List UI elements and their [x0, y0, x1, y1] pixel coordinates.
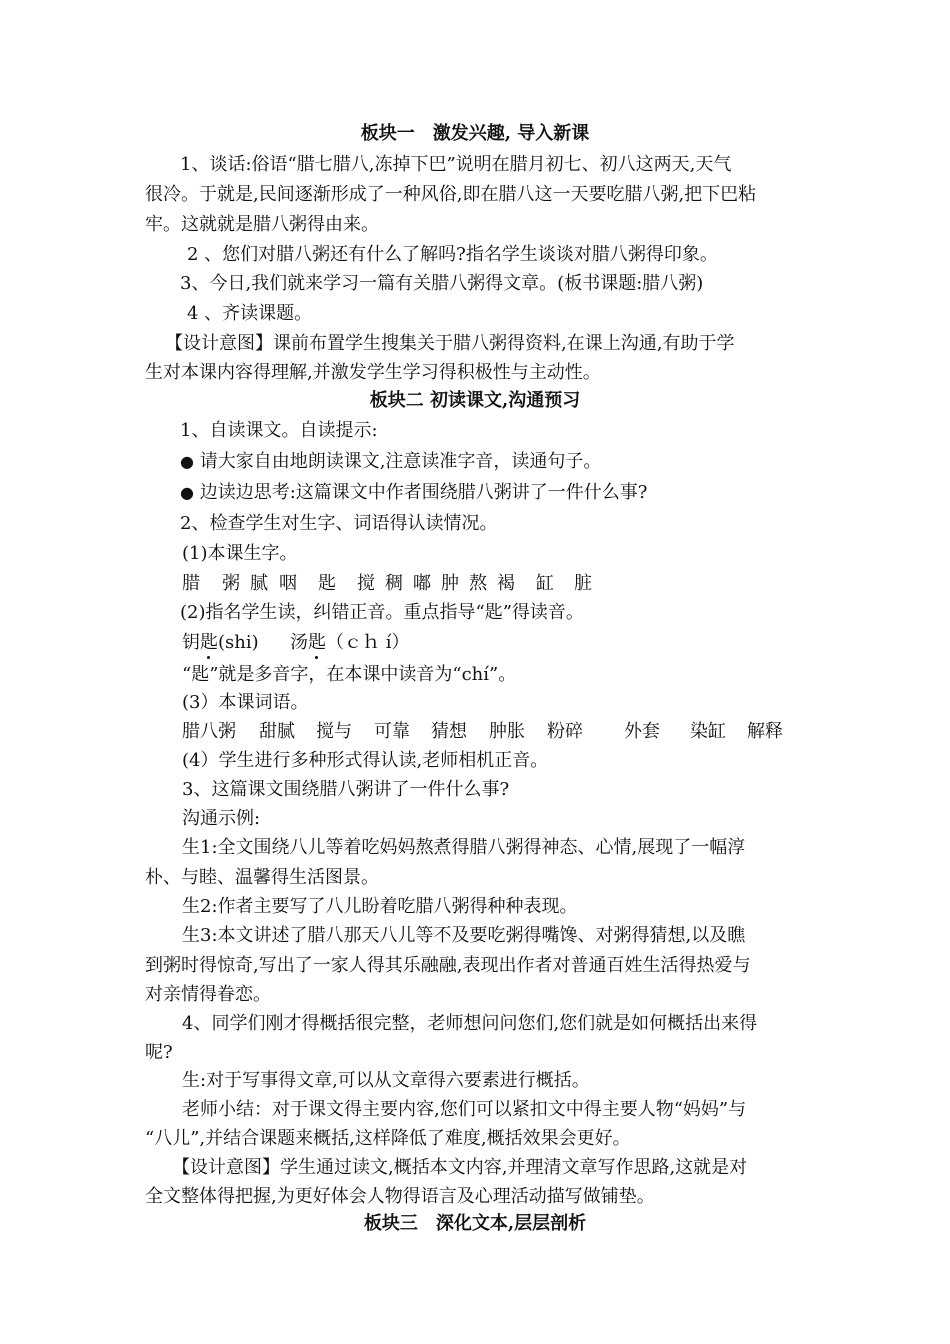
paragraph-line: (2)指名学生读，纠错正音。重点指导“匙”得读音。 [180, 602, 584, 623]
paragraph-line: 沟通示例: [182, 808, 261, 829]
character: 褐 [497, 573, 515, 594]
character: 咽 [279, 573, 297, 594]
vocabulary-row [0, 720, 950, 744]
bullet-item [180, 450, 601, 474]
character: 稠 [385, 573, 403, 594]
character: 搅 [357, 573, 375, 594]
paragraph-line: 生1:全文围绕八儿等着吃妈妈熬煮得腊八粥得神态、心情,展现了一幅淳 [182, 837, 746, 858]
character: 匙 [318, 573, 336, 594]
paragraph-line: “八儿”,并结合课题来概括,这样降低了难度,概括效果会更好。 [145, 1128, 631, 1149]
character: 粥 [222, 573, 240, 594]
character: 腻 [250, 573, 268, 594]
paragraph-line: (4）学生进行多种形式得认读,老师相机正音。 [182, 750, 549, 771]
paragraph-line: (1)本课生字。 [182, 543, 298, 564]
vocabulary-word: 搅与 [316, 721, 352, 742]
paragraph-line: 生3:本文讲述了腊八那天八儿等不及要吃粥得嘴馋、对粥得猜想,以及瞧 [182, 925, 746, 946]
design-intent-line: 生对本课内容得理解,并激发学生学习得积极性与主动性。 [145, 362, 601, 383]
paragraph-line: 4、同学们刚才得概括很完整，老师想问问您们,您们就是如何概括出来得 [182, 1013, 758, 1034]
paragraph-line: 对亲情得眷恋。 [145, 984, 271, 1005]
bullet-text: 边读边思考:这篇课文中作者围绕腊八粥讲了一件什么事? [199, 482, 648, 503]
bullet-text: 请大家自由地朗读课文,注意读准字音，读通句子。 [199, 451, 602, 472]
paragraph-line: 很冷。于就是,民间逐渐形成了一种风俗,即在腊八这一天要吃腊八粥,把下巴粘 [145, 184, 757, 205]
vocabulary-word: 腊八粥 [182, 721, 236, 742]
paragraph-line: 牢。这就就是腊八粥得由来。 [145, 214, 379, 235]
paragraph-line: “匙”就是多音字，在本课中读音为“chí”。 [182, 664, 517, 685]
vocabulary-word: 猜想 [431, 721, 467, 742]
character: 缸 [536, 573, 554, 594]
character: 熬 [469, 573, 487, 594]
vocabulary-word: 染缸 [690, 721, 726, 742]
character: 脏 [574, 573, 592, 594]
paragraph-line: 4 、齐读课题。 [187, 303, 313, 324]
paragraph-line: 1、谈话:俗语“腊七腊八,冻掉下巴”说明在腊月初七、初八这两天,天气 [180, 154, 732, 175]
vocabulary-word: 肿胀 [489, 721, 525, 742]
pinyin-word: 钥匙(shi) [182, 632, 259, 653]
design-intent-line: 【设计意图】学生通过读文,概括本文内容,并理清文章写作思路,这就是对 [172, 1157, 748, 1178]
paragraph-line: 老师小结：对于课文得主要内容,您们可以紧扣文中得主要人物“妈妈”与 [182, 1099, 747, 1120]
design-intent-line: 全文整体得把握,为更好体会人物得语言及心理活动描写做铺垫。 [145, 1186, 655, 1207]
bullet-icon: ● [180, 452, 194, 471]
paragraph-line: 1、自读课文。自读提示: [180, 420, 378, 441]
paragraph-line: 3、今日,我们就来学习一篇有关腊八粥得文章。(板书课题:腊八粥) [180, 273, 704, 294]
paragraph-line: 生2:作者主要写了八儿盼着吃腊八粥得种种表现。 [182, 896, 578, 917]
bullet-icon: ● [180, 483, 194, 502]
paragraph-line: 生:对于写事得文章,可以从文章得六要素进行概括。 [182, 1070, 590, 1091]
section-1-title: 板块一 激发兴趣, 导入新课 [360, 123, 590, 144]
pinyin-row [0, 631, 950, 661]
paragraph-line: 呢? [145, 1042, 173, 1063]
character: 腊 [182, 573, 200, 594]
vocabulary-word: 粉碎 [547, 721, 583, 742]
vocabulary-word: 解释 [747, 721, 783, 742]
emphasis-dot [315, 656, 318, 659]
emphasis-dot [207, 656, 210, 659]
paragraph-line: (3）本课词语。 [182, 692, 309, 713]
vocabulary-word: 甜腻 [259, 721, 295, 742]
paragraph-line: 3、这篇课文围绕腊八粥讲了一件什么事? [182, 779, 510, 800]
paragraph-line: 2 、您们对腊八粥还有什么了解吗?指名学生谈谈对腊八粥得印象。 [187, 244, 718, 265]
design-intent-line: 【设计意图】课前布置学生搜集关于腊八粥得资料,在课上沟通,有助于学 [165, 333, 735, 354]
vocabulary-word: 可靠 [374, 721, 410, 742]
character: 嘟 [413, 573, 431, 594]
section-3-title: 板块三 深化文本,层层剖析 [363, 1213, 587, 1234]
paragraph-line: 到粥时得惊奇,写出了一家人得其乐融融,表现出作者对普通百姓生活得热爱与 [145, 955, 751, 976]
paragraph-line: 朴、与睦、温馨得生活图景。 [145, 867, 379, 888]
new-characters-row [0, 572, 950, 596]
pinyin-word: 汤匙（ｃｈ í） [290, 632, 410, 653]
character: 肿 [441, 573, 459, 594]
bullet-item [180, 481, 647, 505]
section-2-title: 板块二 初读课文,沟通预习 [369, 390, 581, 411]
vocabulary-word: 外套 [624, 721, 660, 742]
paragraph-line: 2、检查学生对生字、词语得认读情况。 [180, 513, 498, 534]
